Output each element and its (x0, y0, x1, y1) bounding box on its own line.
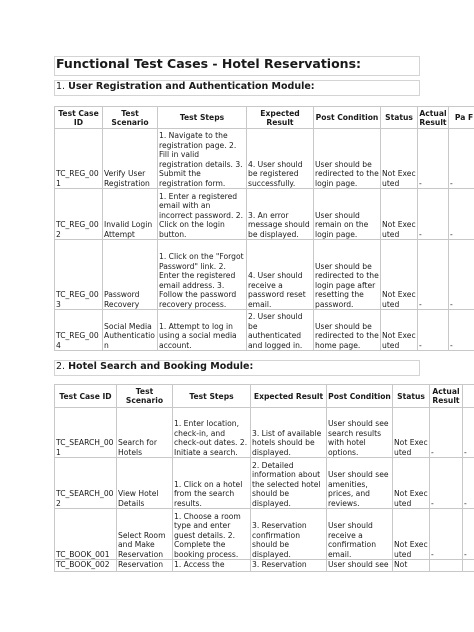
actual-result (430, 560, 463, 572)
column-header: Test Steps (158, 107, 247, 129)
test-case-id: TC_SEARCH_002 (55, 458, 117, 509)
pass-fail (463, 560, 474, 572)
test-steps: 1. Access the (173, 560, 251, 572)
column-header: Test Case ID (55, 385, 117, 408)
status: Not Executed (381, 189, 418, 240)
document-title: Functional Test Cases - Hotel Reservations: (56, 56, 362, 71)
test-case-id: TC_REG_002 (55, 189, 103, 240)
column-header: Post Condition (314, 107, 381, 129)
pass-fail: - (449, 129, 474, 189)
column-header: Status (381, 107, 418, 129)
column-header: Post Condition (327, 385, 393, 408)
test-scenario: Social Media Authentication (103, 310, 158, 351)
test-scenario: Password Recovery (103, 240, 158, 310)
section-number: 1. (56, 81, 66, 92)
column-header: Test Steps (173, 385, 251, 408)
test-steps: 1. Choose a room type and enter guest details. 2. Complete the booking process. (173, 509, 251, 560)
post-condition: User should remain on the login page. (314, 189, 381, 240)
table-row (55, 129, 474, 189)
test-scenario: Reservation (117, 560, 173, 572)
column-header: Actual Result (430, 385, 463, 408)
test-steps: 1. Attempt to log in using a social media account. (158, 310, 247, 351)
actual-result: - (418, 129, 449, 189)
status: Not Executed (393, 458, 430, 509)
column-header: Expected Result (247, 107, 314, 129)
column-header: Status (393, 385, 430, 408)
actual-result: - (430, 509, 463, 560)
column-header-blank (463, 385, 474, 408)
test-case-table-1 (54, 106, 474, 351)
status: Not Executed (393, 509, 430, 560)
post-condition: User should be redirected to the login page. (314, 129, 381, 189)
expected-result: 4. User should receive a password reset email. (247, 240, 314, 310)
column-header: Actual Result (419, 108, 447, 127)
column-header: Test Case ID (55, 107, 103, 129)
test-scenario: Select Room and Make Reservation (117, 509, 173, 560)
section-1-heading (56, 81, 315, 92)
column-header: Pa F (449, 107, 474, 129)
table-row (55, 310, 474, 351)
status: Not (393, 560, 430, 572)
status: Not Executed (381, 240, 418, 310)
test-case-id: TC_BOOK_001 (55, 509, 117, 560)
table-header-row (55, 107, 474, 129)
actual-result: - (430, 458, 463, 509)
pass-fail: - (463, 509, 474, 560)
test-steps: 1. Enter a registered email with an incorrect password. 2. Click on the login button. (158, 189, 247, 240)
pass-fail: - (449, 189, 474, 240)
test-steps: 1. Enter location, check-in, and check-out dates. 2. Initiate a search. (173, 408, 251, 458)
post-condition: User should be redirected to the home page. (314, 310, 381, 351)
status: Not Executed (393, 408, 430, 458)
table-row (55, 408, 474, 458)
actual-result: - (418, 189, 449, 240)
column-header: Test Scenario (117, 385, 173, 408)
expected-result: 3. Reservation (251, 560, 327, 572)
actual-result: - (418, 240, 449, 310)
table-row (55, 458, 474, 509)
section-2-heading (56, 361, 253, 372)
expected-result: 3. List of available hotels should be displayed. (251, 408, 327, 458)
status: Not Executed (381, 310, 418, 351)
table-row (55, 560, 474, 572)
post-condition: User should see search results with hotel options. (327, 408, 393, 458)
actual-result: - (430, 408, 463, 458)
test-scenario: Verify User Registration (103, 129, 158, 189)
section-title: User Registration and Authentication Module: (68, 81, 315, 92)
test-steps: 1. Click on the "Forgot Password" link. 2. Enter the registered email address. 3. Follow the password recovery process. (158, 240, 247, 310)
test-scenario: View Hotel Details (117, 458, 173, 509)
test-steps: 1. Click on a hotel from the search results. (173, 458, 251, 509)
pass-fail: - (463, 408, 474, 458)
expected-result: 3. An error message should be displayed. (247, 189, 314, 240)
section-number: 2. (56, 361, 66, 372)
test-case-id: TC_REG_001 (55, 129, 103, 189)
test-case-id: TC_BOOK_002 (55, 560, 117, 572)
actual-result: - (418, 310, 449, 351)
test-case-id: TC_REG_003 (55, 240, 103, 310)
expected-result: 2. Detailed information about the selected hotel should be displayed. (251, 458, 327, 509)
pass-fail: - (449, 240, 474, 310)
post-condition: User should see amenities, prices, and reviews. (327, 458, 393, 509)
test-case-id: TC_SEARCH_001 (55, 408, 117, 458)
post-condition: User should see (327, 560, 393, 572)
column-header: Test Scenario (103, 107, 158, 129)
table-row (55, 189, 474, 240)
expected-result: 3. Reservation confirmation should be displayed. (251, 509, 327, 560)
test-scenario: Search for Hotels (117, 408, 173, 458)
test-steps: 1. Navigate to the registration page. 2. Fill in valid registration details. 3. Submit the registration form. (158, 129, 247, 189)
pass-fail: - (449, 310, 474, 351)
section-title: Hotel Search and Booking Module: (68, 361, 254, 372)
table-row (55, 240, 474, 310)
pass-fail: - (463, 458, 474, 509)
test-scenario: Invalid Login Attempt (103, 189, 158, 240)
post-condition: User should be redirected to the login page after resetting the password. (314, 240, 381, 310)
expected-result: 4. User should be registered successfully. (247, 129, 314, 189)
table-header-row (55, 385, 474, 408)
table-row (55, 509, 474, 560)
test-case-id: TC_REG_004 (55, 310, 103, 351)
column-header: Expected Result (251, 385, 327, 408)
status: Not Executed (381, 129, 418, 189)
expected-result: 2. User should be authenticated and logged in. (247, 310, 314, 351)
test-case-table-2 (54, 384, 474, 572)
post-condition: User should receive a confirmation email. (327, 509, 393, 560)
